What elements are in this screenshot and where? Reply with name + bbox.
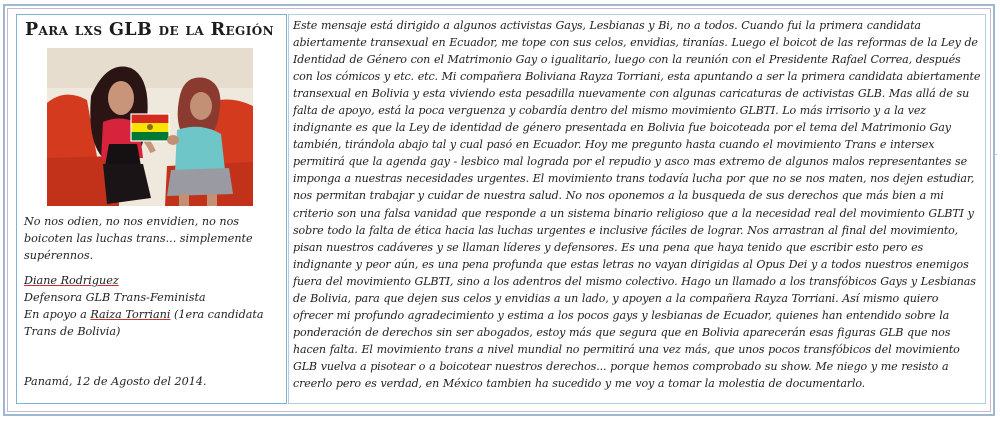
edge-mark: ˙ (994, 154, 999, 164)
sidebar-title: Para lxs GLB de la Región (25, 20, 274, 40)
sidebar-intro: No nos odien, no nos envidien, no nos boicoten las luchas trans... simplemente supérennos. (24, 215, 253, 262)
support-name: Raiza Torriani (90, 308, 171, 321)
signature-role: Defensora GLB Trans-Feminista (24, 291, 206, 304)
signature-name: Diane Rodriguez (24, 274, 119, 287)
support-line (24, 306, 282, 340)
flag-of-bolivia-icon (131, 114, 169, 141)
letter-body: Este mensaje está dirigido a algunos activistas Gays, Lesbianas y Bi, no a todos. Cuando fui la primera candidata abiertamente transexual en Ecuador, me tope con sus celos, envidias, tiranías. Luego el boicot de las reformas de la Ley de Identidad de Género con el Matrimonio Gay o igualitario, luego con la reunión con el Presidente Rafael Correa, después con los cómicos y etc. etc. Mi compañera Boliviana Rayza Torriani, esta apuntando a ser la primera candidata abiertamente transexual en Bolivia y esta viviendo esta pesadilla nuevamente con algunas caricaturas de activistas GLB. Mas allá de su falta de apoyo, está la poca verguenza y cobardía dentro del mismo movimiento GLBTI. Lo más irrisorio y a la vez indignante es que la Ley de identidad de género presentada en Bolivia fue boicoteada por el tema del Matrimonio Gay también, tirándola abajo tal y cual pasó en Ecuador. Hoy me pregunto hasta cuando el movimiento Trans e intersex permitirá que la agenda gay - lesbico mal lograda por el repudio y asco mas extremo de algunos malos representantes se imponga a nuestras necesidades urgentes. El movimiento trans todavía lucha por que no se nos maten, nos dejen estudiar, nos permitan trabajar y cuidar de nuestra salud. No nos oponemos a la busqueda de sus derechos que más bien a mi criterio son una falsa vanidad que responde a un sistema binario religioso que a la necesidad real del movimiento GLBTI y sobre todo la falta de ética hacia las luchas urgentes e inclusive fáciles de lograr. Nos arrastran al final del movimiento, pisan nuestros cadáveres y se llaman líderes y defensores. Es una pena que haya tenido que escribir esto pero es indignante y peor aún, es una pena profunda que estas letras no vayan dirigidas al Opus Dei y a todos nuestros enemigos fuera del movimiento GLBTI, sino a los adentros del mismo colectivo. Hago un llamado a los transfóbicos Gays y Lesbianas de Bolivia, para que dejen sus celos y envidias a un lado, y apoyen a la compañera Rayza Torriani. Así mismo quiero ofrecer mi profundo agradecimiento y estima a los pocos gays y lesbianas de Ecuador, quienes han entendido sobre la ponderación de derechos sin ser abogados, estoy más que segura que en Bolivia aparecerán esas figuras GLB que nos hacen falta. El movimiento trans a nivel mundial no permitirá una vez más, que unos pocos transfóbicos del movimiento GLB vuelva a pisotear o a boicotear nuestros derechos... porque hemos comprobado su show. Me niego y me resisto a creerlo pero es verdad, en México tambien ha sucedido y me voy a tomar la molestia de documentarlo. (293, 19, 981, 390)
letter-panel (288, 14, 986, 404)
date-line: Panamá, 12 de Agosto del 2014. (24, 375, 207, 388)
photo-illustration (47, 48, 253, 206)
sidebar-panel (16, 14, 287, 404)
signature-block (24, 272, 282, 340)
support-suffix: (1era candidata Trans de Bolivia) (24, 308, 264, 338)
photo-two-women-with-flag (47, 48, 253, 206)
support-prefix: En apoyo a (24, 308, 91, 321)
